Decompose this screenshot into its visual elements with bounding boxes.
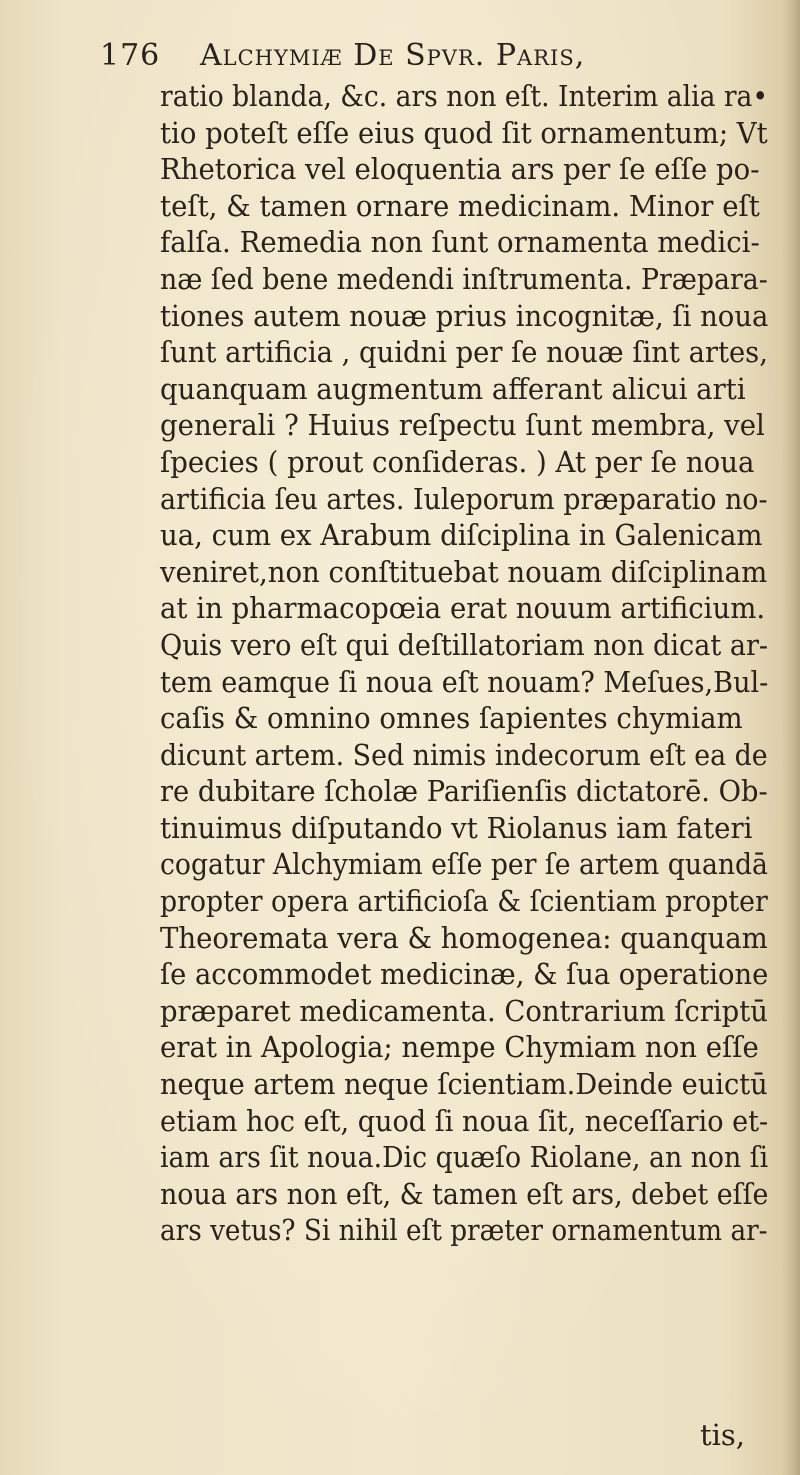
page-number: 176 — [100, 38, 161, 73]
text-line: dicunt artem. Sed nimis indecorum eſt ea de — [160, 737, 768, 772]
text-line: cogatur Alchymiam eſſe per ſe artem quandā — [160, 847, 768, 882]
text-line: re dubitare ſcholæ Pariſienſis dictatorē. Ob- — [160, 774, 768, 809]
text-line: næ ſed bene medendi inſtrumenta. Præpara- — [160, 261, 768, 296]
text-line: veniret,non conſtituebat nouam diſciplinam — [160, 554, 768, 589]
text-line: teſt, & tamen ornare medicinam. Minor eſt — [160, 188, 760, 223]
text-line: etiam hoc eſt, quod ſi noua ſit, neceſſario et- — [160, 1103, 769, 1138]
text-line: tinuimus diſputando vt Riolanus iam fateri — [160, 810, 753, 845]
text-line: iam ars ſit noua.Dic quæſo Riolane, an non ſi — [160, 1140, 769, 1175]
text-line: Quis vero eſt qui deſtillatoriam non dicat ar- — [160, 627, 769, 662]
text-line: tiones autem nouæ prius incognitæ, ſi noua — [160, 298, 769, 333]
text-line: artificia ſeu artes. Iuleporum præparatio no- — [160, 481, 768, 516]
catchword: tis, — [700, 1418, 746, 1452]
text-line: ratio blanda, &c. ars non eſt. Interim alia ra• — [160, 79, 769, 113]
text-line: ſpecies ( prout conſideras. ) At per ſe noua — [160, 444, 755, 479]
text-line: Rhetorica vel eloquentia ars per ſe eſſe po- — [160, 152, 760, 187]
text-line: neque artem neque ſcientiam.Deinde euictū — [160, 1067, 768, 1102]
text-line: quanquam augmentum afferant alicui arti — [160, 371, 746, 406]
text-line: at in pharmacopœia erat nouum artificium. — [160, 591, 766, 626]
text-line: propter opera artificioſa & ſcientiam propter — [160, 884, 768, 919]
page-header — [100, 38, 760, 78]
text-line: ua, cum ex Arabum diſciplina in Galenicam — [160, 518, 763, 553]
text-line: caſis & omnino omnes ſapientes chymiam — [160, 701, 743, 736]
text-line: erat in Apologia; nempe Chymiam non eſſe — [160, 1030, 759, 1065]
text-line: falſa. Remedia non ſunt ornamenta medici- — [160, 225, 760, 260]
text-line: tem eamque ſi noua eſt nouam? Meſues,Bul- — [160, 664, 769, 699]
text-line: ſe accommodet medicinæ, & ſua operatione — [160, 957, 769, 992]
text-line: præparet medicamenta. Contrarium ſcriptū — [160, 993, 768, 1028]
text-line: ſunt artificia , quidni per ſe nouæ ſint artes, — [160, 335, 768, 370]
text-line: tio poteſt eſſe eius quod ſit ornamentum; Vt — [160, 115, 768, 150]
text-line: generali ? Huius reſpectu ſunt membra, vel — [160, 408, 765, 443]
text-line: ars vetus? Si nihil eſt præter ornamentum ar- — [160, 1213, 768, 1248]
body-text — [160, 78, 800, 1249]
text-line: Theoremata vera & homogenea: quanquam — [160, 920, 768, 955]
text-line: noua ars non eſt, & tamen eſt ars, debet eſſe — [160, 1176, 769, 1211]
running-title: Alchymiæ De Spvr. Paris, — [200, 38, 586, 73]
